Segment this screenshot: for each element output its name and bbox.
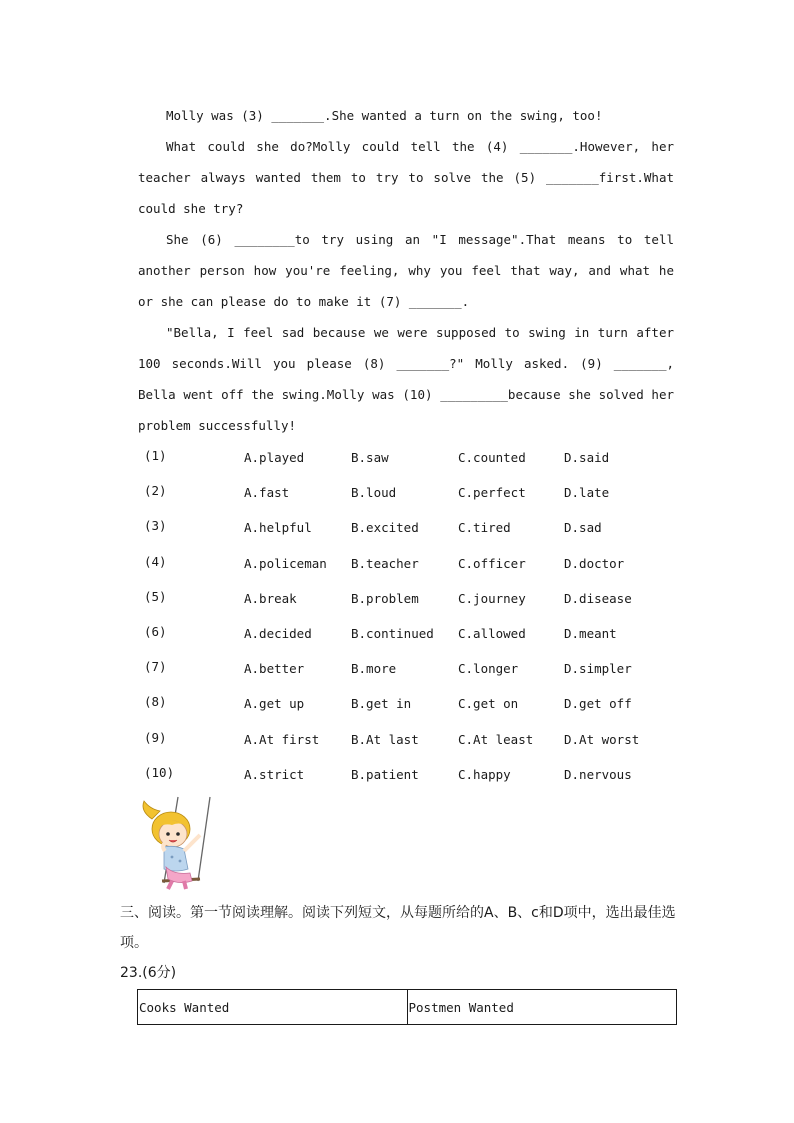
option-row — [144, 481, 664, 516]
question-number-heading: 23.(6分) — [120, 965, 177, 981]
option-d: D.nervous — [564, 766, 632, 782]
table-row — [138, 990, 677, 1025]
option-c: C.At least — [458, 731, 534, 747]
option-a: A.better — [244, 661, 305, 677]
option-d: D.doctor — [564, 555, 625, 571]
question-number: (3) — [144, 518, 167, 534]
option-b: B.patient — [351, 766, 419, 782]
option-a: A.played — [244, 450, 305, 465]
question-number: (1) — [144, 448, 167, 463]
passage-paragraph-2: What could she do?Molly could tell the (4) _______.However, her teacher always wanted them to try to solve the (5) _______first.What could she try? — [138, 139, 674, 216]
option-a: A.strict — [244, 766, 305, 782]
table-cell-cooks: Cooks Wanted — [138, 990, 408, 1025]
option-d: D.simpler — [564, 661, 632, 677]
option-b: B.continued — [351, 625, 434, 641]
table-cell-postmen: Postmen Wanted — [407, 990, 677, 1025]
option-a: A.decided — [244, 625, 312, 641]
option-d: D.disease — [564, 590, 632, 606]
passage-paragraph-1: Molly was (3) _______.She wanted a turn on the swing, too! — [166, 108, 603, 123]
job-ads-table — [137, 989, 677, 1025]
option-row — [144, 692, 664, 727]
option-a: A.get up — [244, 696, 305, 712]
question-number: (2) — [144, 483, 167, 499]
option-c: C.journey — [458, 590, 526, 606]
option-row — [144, 622, 664, 657]
option-d: D.At worst — [564, 731, 640, 747]
question-number: (8) — [144, 694, 167, 710]
option-b: B.get in — [351, 696, 412, 712]
option-row — [144, 516, 664, 551]
option-row — [144, 657, 664, 692]
option-a: A.At first — [244, 731, 320, 747]
option-a: A.break — [244, 590, 297, 606]
question-number: (9) — [144, 729, 167, 745]
section-instruction: 三、阅读。第一节阅读理解。阅读下列短文，从每题所给的A、B、c和D项中，选出最佳选项。 — [120, 905, 676, 951]
option-a: A.helpful — [244, 520, 312, 536]
question-number: (4) — [144, 553, 167, 569]
question-number: (6) — [144, 623, 167, 639]
option-b: B.more — [351, 661, 397, 677]
option-c: C.get on — [458, 696, 519, 712]
option-c: C.allowed — [458, 625, 526, 641]
option-c: C.happy — [458, 766, 511, 782]
option-a: A.fast — [244, 485, 290, 501]
option-d: D.said — [564, 450, 610, 465]
option-row — [144, 552, 664, 587]
option-d: D.get off — [564, 696, 632, 712]
option-c: C.officer — [458, 555, 526, 571]
option-row — [144, 446, 664, 481]
answer-options — [144, 446, 664, 798]
option-row — [144, 587, 664, 622]
passage-paragraph-3: She (6) ________to try using an "I message".That means to tell another person how you're feeling, why you feel that way, and what he or she can please do to make it (7) _______. — [138, 232, 674, 309]
cloze-passage — [138, 100, 674, 441]
option-c: C.perfect — [458, 485, 526, 501]
option-b: B.teacher — [351, 555, 419, 571]
option-b: B.excited — [351, 520, 419, 536]
option-row — [144, 728, 664, 763]
option-d: D.sad — [564, 520, 602, 536]
option-c: C.longer — [458, 661, 519, 677]
option-b: B.saw — [351, 450, 389, 465]
reading-section — [120, 898, 680, 988]
option-b: B.problem — [351, 590, 419, 606]
question-number: (5) — [144, 588, 167, 604]
option-a: A.policeman — [244, 555, 327, 571]
passage-paragraph-4: "Bella, I feel sad because we were supposed to swing in turn after 100 seconds.Will you please (8) _______?" Molly asked. (9) _______, Bella went off the swing.Molly was (10) _________because she solved her problem successfully! — [138, 325, 674, 433]
option-d: D.late — [564, 485, 610, 501]
question-number: (7) — [144, 659, 167, 675]
question-number: (10) — [144, 764, 175, 780]
option-c: C.counted — [458, 450, 526, 465]
option-d: D.meant — [564, 625, 617, 641]
option-b: B.At last — [351, 731, 419, 747]
option-c: C.tired — [458, 520, 511, 536]
girl-on-swing-icon — [138, 795, 220, 891]
option-b: B.loud — [351, 485, 397, 501]
option-row — [144, 763, 664, 798]
